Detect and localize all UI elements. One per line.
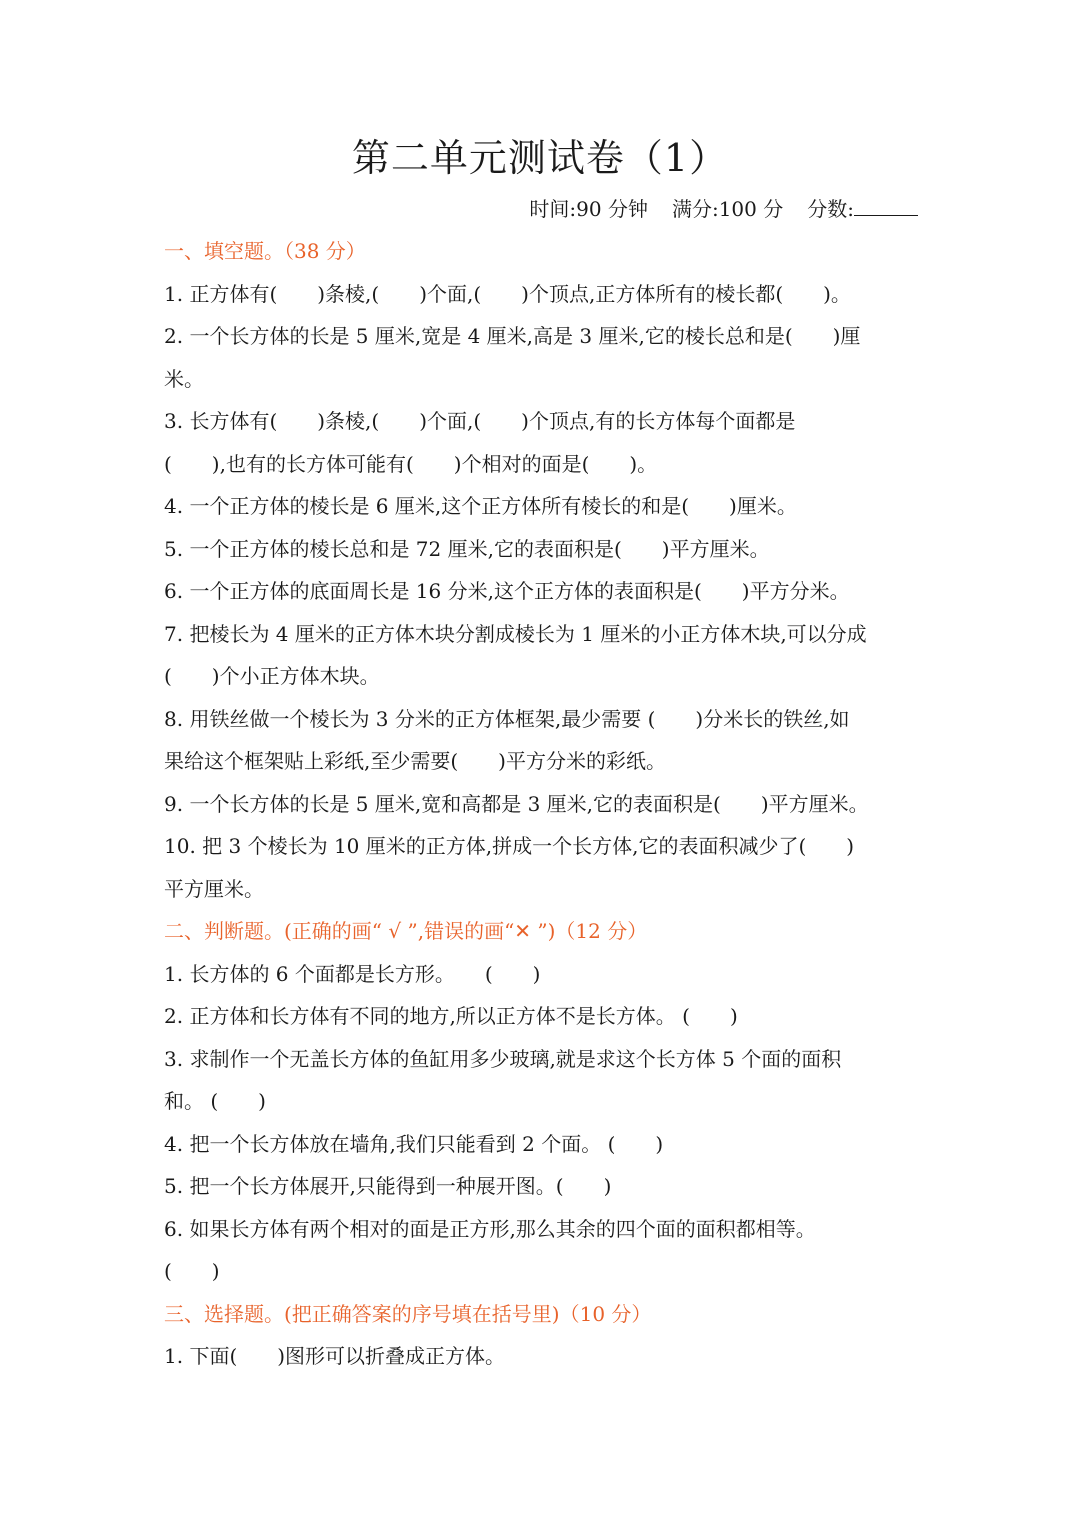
question-line: 6. 如果长方体有两个相对的面是正方形,那么其余的四个面的面积都相等。 — [164, 1216, 816, 1241]
score-blank[interactable] — [854, 195, 918, 216]
question-line: 8. 用铁丝做一个棱长为 3 分米的正方体框架,最少需要 ( )分米长的铁丝,如 — [164, 706, 850, 731]
question-line: 5. 把一个长方体展开,只能得到一种展开图。( ) — [164, 1174, 612, 1198]
question-list — [164, 230, 924, 1378]
question-line: 7. 把棱长为 4 厘米的正方体木块分割成棱长为 1 厘米的小正方体木块,可以分成 — [164, 621, 867, 646]
question-line: ( )个小正方体木块。 — [164, 664, 380, 688]
question-line: 平方厘米。 — [164, 876, 264, 901]
question-line: 4. 把一个长方体放在墙角,我们只能看到 2 个面。 ( ) — [164, 1131, 664, 1156]
time-limit: 时间:90 分钟 — [529, 197, 648, 221]
question-line: 米。 — [164, 366, 204, 391]
question-line: 和。 ( ) — [164, 1089, 266, 1113]
section-heading: 二、判断题。(正确的画“ √ ”,错误的画“✕ ”)（12 分） — [164, 919, 648, 943]
question-line: ( ) — [164, 1259, 220, 1283]
exam-info — [529, 194, 918, 224]
question-line: ( ),也有的长方体可能有( )个相对的面是( )。 — [164, 451, 658, 476]
question-line: 4. 一个正方体的棱长是 6 厘米,这个正方体所有棱长的和是( )厘米。 — [164, 494, 797, 518]
question-line: 3. 长方体有( )条棱,( )个面,( )个顶点,有的长方体每个面都是 — [164, 409, 796, 433]
question-line: 5. 一个正方体的棱长总和是 72 厘米,它的表面积是( )平方厘米。 — [164, 536, 770, 561]
question-line: 3. 求制作一个无盖长方体的鱼缸用多少玻璃,就是求这个长方体 5 个面的面积 — [164, 1046, 842, 1071]
question-line: 果给这个框架贴上彩纸,至少需要( )平方分米的彩纸。 — [164, 749, 666, 773]
question-line: 10. 把 3 个棱长为 10 厘米的正方体,拼成一个长方体,它的表面积减少了( ) — [164, 834, 855, 858]
question-line: 1. 正方体有( )条棱,( )个面,( )个顶点,正方体所有的棱长都( )。 — [164, 281, 851, 306]
full-score: 满分:100 分 — [671, 197, 784, 221]
score-label: 分数: — [807, 197, 854, 221]
question-line: 1. 下面( )图形可以折叠成正方体。 — [164, 1344, 506, 1368]
page-title: 第二单元测试卷（1） — [351, 136, 729, 180]
section-heading: 一、填空题。（38 分） — [164, 239, 366, 263]
question-line: 2. 一个长方体的长是 5 厘米,宽是 4 厘米,高是 3 厘米,它的棱长总和是( )厘 — [164, 324, 861, 348]
question-line: 1. 长方体的 6 个面都是长方形。 ( ) — [164, 961, 541, 986]
section-heading: 三、选择题。(把正确答案的序号填在括号里)（10 分） — [164, 1301, 652, 1326]
question-line: 2. 正方体和长方体有不同的地方,所以正方体不是长方体。 ( ) — [164, 1004, 738, 1028]
question-line: 9. 一个长方体的长是 5 厘米,宽和高都是 3 厘米,它的表面积是( )平方厘米。 — [164, 791, 869, 816]
question-line: 6. 一个正方体的底面周长是 16 分米,这个正方体的表面积是( )平方分米。 — [164, 579, 850, 603]
